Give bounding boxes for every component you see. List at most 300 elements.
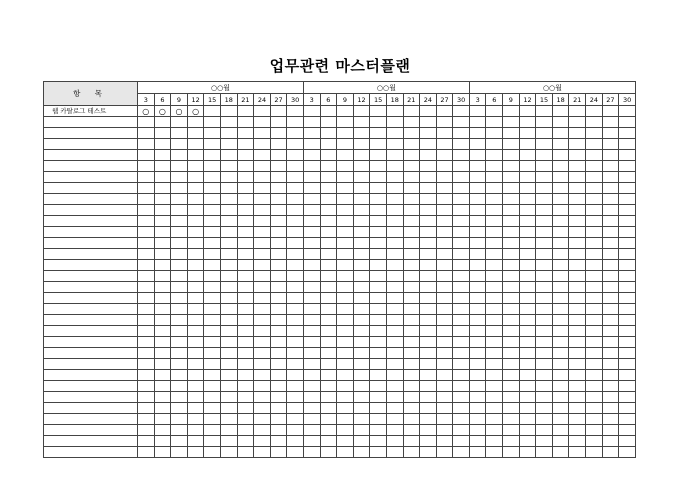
schedule-cell[interactable] — [187, 436, 204, 447]
schedule-cell[interactable] — [619, 205, 636, 216]
schedule-cell[interactable] — [171, 436, 188, 447]
schedule-cell[interactable] — [171, 128, 188, 139]
schedule-cell[interactable] — [586, 359, 603, 370]
schedule-cell[interactable] — [602, 447, 619, 458]
schedule-cell[interactable] — [486, 392, 503, 403]
schedule-cell[interactable] — [486, 436, 503, 447]
schedule-cell[interactable] — [171, 293, 188, 304]
schedule-cell[interactable] — [619, 249, 636, 260]
schedule-cell[interactable] — [469, 337, 486, 348]
schedule-cell[interactable] — [436, 139, 453, 150]
schedule-cell[interactable] — [386, 304, 403, 315]
schedule-cell[interactable] — [436, 326, 453, 337]
schedule-cell[interactable] — [270, 194, 287, 205]
schedule-cell[interactable] — [171, 216, 188, 227]
schedule-cell[interactable] — [353, 205, 370, 216]
schedule-cell[interactable] — [436, 392, 453, 403]
schedule-cell[interactable] — [171, 282, 188, 293]
schedule-cell[interactable] — [237, 161, 254, 172]
schedule-cell[interactable] — [138, 403, 155, 414]
schedule-cell[interactable] — [320, 337, 337, 348]
schedule-cell[interactable] — [386, 150, 403, 161]
schedule-cell[interactable] — [569, 271, 586, 282]
schedule-cell[interactable] — [536, 403, 553, 414]
schedule-cell[interactable] — [586, 205, 603, 216]
schedule-cell[interactable] — [303, 271, 320, 282]
schedule-cell[interactable] — [403, 304, 420, 315]
schedule-cell[interactable] — [436, 282, 453, 293]
schedule-cell[interactable] — [503, 106, 520, 117]
schedule-cell[interactable] — [569, 392, 586, 403]
schedule-cell[interactable] — [204, 315, 221, 326]
schedule-cell[interactable] — [220, 106, 237, 117]
schedule-cell[interactable] — [420, 260, 437, 271]
schedule-cell[interactable] — [204, 117, 221, 128]
schedule-cell[interactable] — [469, 183, 486, 194]
schedule-cell[interactable] — [569, 106, 586, 117]
schedule-cell[interactable] — [270, 403, 287, 414]
schedule-cell[interactable] — [602, 106, 619, 117]
schedule-cell[interactable] — [420, 238, 437, 249]
schedule-cell[interactable] — [320, 436, 337, 447]
schedule-cell[interactable] — [320, 315, 337, 326]
schedule-cell[interactable] — [187, 414, 204, 425]
schedule-cell[interactable] — [337, 403, 354, 414]
schedule-cell[interactable] — [436, 128, 453, 139]
schedule-cell[interactable] — [503, 403, 520, 414]
schedule-cell[interactable] — [619, 260, 636, 271]
schedule-cell[interactable] — [503, 194, 520, 205]
schedule-cell[interactable] — [187, 238, 204, 249]
schedule-cell[interactable] — [486, 315, 503, 326]
schedule-cell[interactable] — [552, 282, 569, 293]
schedule-cell[interactable] — [619, 392, 636, 403]
schedule-cell[interactable] — [536, 172, 553, 183]
schedule-cell[interactable] — [254, 326, 271, 337]
schedule-cell[interactable] — [270, 326, 287, 337]
item-cell[interactable] — [44, 238, 138, 249]
schedule-cell[interactable] — [171, 172, 188, 183]
schedule-cell[interactable] — [403, 205, 420, 216]
schedule-cell[interactable] — [370, 249, 387, 260]
schedule-cell[interactable] — [569, 117, 586, 128]
schedule-cell[interactable] — [270, 106, 287, 117]
schedule-cell[interactable] — [536, 348, 553, 359]
schedule-cell[interactable] — [602, 238, 619, 249]
schedule-cell[interactable] — [287, 139, 304, 150]
schedule-cell[interactable] — [287, 150, 304, 161]
schedule-cell[interactable] — [303, 392, 320, 403]
schedule-cell[interactable] — [586, 194, 603, 205]
schedule-cell[interactable] — [486, 139, 503, 150]
schedule-cell[interactable] — [154, 293, 171, 304]
schedule-cell[interactable] — [519, 337, 536, 348]
schedule-cell[interactable] — [586, 447, 603, 458]
schedule-cell[interactable] — [586, 260, 603, 271]
schedule-cell[interactable] — [187, 315, 204, 326]
schedule-cell[interactable] — [138, 227, 155, 238]
schedule-cell[interactable] — [486, 326, 503, 337]
schedule-cell[interactable] — [303, 238, 320, 249]
item-cell[interactable] — [44, 348, 138, 359]
schedule-cell[interactable] — [353, 161, 370, 172]
schedule-cell[interactable] — [237, 326, 254, 337]
schedule-cell[interactable] — [254, 227, 271, 238]
schedule-cell[interactable] — [602, 205, 619, 216]
schedule-cell[interactable] — [270, 172, 287, 183]
schedule-cell[interactable] — [154, 414, 171, 425]
schedule-cell[interactable] — [138, 293, 155, 304]
schedule-cell[interactable] — [619, 282, 636, 293]
item-cell[interactable] — [44, 183, 138, 194]
schedule-cell[interactable] — [420, 205, 437, 216]
schedule-cell[interactable] — [303, 194, 320, 205]
schedule-cell[interactable] — [154, 249, 171, 260]
schedule-cell[interactable] — [270, 271, 287, 282]
schedule-cell[interactable] — [303, 315, 320, 326]
schedule-cell[interactable] — [469, 260, 486, 271]
schedule-cell[interactable] — [204, 348, 221, 359]
schedule-cell[interactable] — [602, 414, 619, 425]
schedule-cell[interactable] — [519, 381, 536, 392]
schedule-cell[interactable] — [154, 216, 171, 227]
schedule-cell[interactable] — [486, 205, 503, 216]
schedule-cell[interactable] — [370, 425, 387, 436]
schedule-cell[interactable] — [204, 194, 221, 205]
schedule-cell[interactable] — [237, 227, 254, 238]
schedule-cell[interactable] — [187, 370, 204, 381]
schedule-cell[interactable] — [154, 271, 171, 282]
schedule-cell[interactable] — [138, 304, 155, 315]
schedule-cell[interactable] — [138, 282, 155, 293]
schedule-cell[interactable] — [270, 117, 287, 128]
schedule-cell[interactable] — [353, 348, 370, 359]
schedule-cell[interactable] — [403, 447, 420, 458]
schedule-cell[interactable] — [303, 249, 320, 260]
schedule-cell[interactable] — [287, 293, 304, 304]
schedule-cell[interactable] — [138, 381, 155, 392]
item-cell[interactable] — [44, 139, 138, 150]
schedule-cell[interactable] — [403, 414, 420, 425]
schedule-cell[interactable] — [138, 238, 155, 249]
schedule-cell[interactable] — [270, 183, 287, 194]
schedule-cell[interactable] — [436, 425, 453, 436]
schedule-cell[interactable] — [552, 249, 569, 260]
schedule-cell[interactable] — [602, 249, 619, 260]
schedule-cell[interactable] — [204, 282, 221, 293]
schedule-cell[interactable] — [187, 392, 204, 403]
schedule-cell[interactable] — [303, 425, 320, 436]
schedule-cell[interactable] — [237, 260, 254, 271]
schedule-cell[interactable] — [220, 282, 237, 293]
schedule-cell[interactable] — [287, 392, 304, 403]
schedule-cell[interactable] — [453, 205, 470, 216]
schedule-cell[interactable] — [486, 227, 503, 238]
schedule-cell[interactable] — [469, 370, 486, 381]
schedule-cell[interactable] — [386, 315, 403, 326]
schedule-cell[interactable] — [469, 139, 486, 150]
schedule-cell[interactable] — [270, 381, 287, 392]
schedule-cell[interactable] — [220, 227, 237, 238]
schedule-cell[interactable] — [453, 117, 470, 128]
schedule-cell[interactable] — [187, 381, 204, 392]
schedule-cell[interactable] — [303, 128, 320, 139]
schedule-cell[interactable] — [337, 370, 354, 381]
schedule-cell[interactable]: ○ — [187, 106, 204, 117]
schedule-cell[interactable] — [569, 216, 586, 227]
schedule-cell[interactable] — [370, 447, 387, 458]
schedule-cell[interactable] — [552, 183, 569, 194]
schedule-cell[interactable] — [519, 403, 536, 414]
schedule-cell[interactable] — [270, 414, 287, 425]
schedule-cell[interactable] — [370, 392, 387, 403]
schedule-cell[interactable] — [519, 205, 536, 216]
schedule-cell[interactable] — [254, 392, 271, 403]
schedule-cell[interactable] — [237, 117, 254, 128]
schedule-cell[interactable] — [337, 282, 354, 293]
schedule-cell[interactable] — [171, 337, 188, 348]
schedule-cell[interactable] — [403, 117, 420, 128]
schedule-cell[interactable] — [254, 139, 271, 150]
schedule-cell[interactable] — [171, 315, 188, 326]
schedule-cell[interactable] — [519, 282, 536, 293]
schedule-cell[interactable] — [536, 436, 553, 447]
schedule-cell[interactable] — [237, 315, 254, 326]
schedule-cell[interactable] — [436, 370, 453, 381]
schedule-cell[interactable] — [154, 161, 171, 172]
schedule-cell[interactable] — [154, 315, 171, 326]
schedule-cell[interactable] — [403, 282, 420, 293]
schedule-cell[interactable] — [187, 271, 204, 282]
schedule-cell[interactable] — [453, 282, 470, 293]
schedule-cell[interactable] — [171, 271, 188, 282]
schedule-cell[interactable] — [619, 227, 636, 238]
schedule-cell[interactable] — [320, 194, 337, 205]
schedule-cell[interactable] — [204, 205, 221, 216]
schedule-cell[interactable] — [270, 150, 287, 161]
schedule-cell[interactable] — [453, 249, 470, 260]
schedule-cell[interactable] — [220, 414, 237, 425]
schedule-cell[interactable] — [386, 117, 403, 128]
schedule-cell[interactable] — [536, 117, 553, 128]
schedule-cell[interactable] — [386, 447, 403, 458]
schedule-cell[interactable] — [337, 414, 354, 425]
schedule-cell[interactable] — [187, 161, 204, 172]
schedule-cell[interactable] — [486, 337, 503, 348]
schedule-cell[interactable] — [586, 414, 603, 425]
schedule-cell[interactable] — [420, 271, 437, 282]
schedule-cell[interactable] — [220, 172, 237, 183]
schedule-cell[interactable] — [171, 414, 188, 425]
schedule-cell[interactable] — [503, 216, 520, 227]
schedule-cell[interactable] — [586, 392, 603, 403]
schedule-cell[interactable] — [569, 425, 586, 436]
schedule-cell[interactable] — [187, 304, 204, 315]
schedule-cell[interactable] — [353, 370, 370, 381]
schedule-cell[interactable] — [586, 238, 603, 249]
schedule-cell[interactable] — [320, 414, 337, 425]
item-cell[interactable] — [44, 128, 138, 139]
schedule-cell[interactable] — [337, 227, 354, 238]
schedule-cell[interactable] — [187, 227, 204, 238]
schedule-cell[interactable] — [436, 238, 453, 249]
schedule-cell[interactable] — [237, 128, 254, 139]
schedule-cell[interactable] — [486, 117, 503, 128]
schedule-cell[interactable] — [204, 106, 221, 117]
schedule-cell[interactable] — [138, 128, 155, 139]
schedule-cell[interactable] — [602, 403, 619, 414]
schedule-cell[interactable] — [287, 260, 304, 271]
schedule-cell[interactable] — [436, 436, 453, 447]
schedule-cell[interactable] — [303, 414, 320, 425]
schedule-cell[interactable] — [536, 194, 553, 205]
schedule-cell[interactable] — [552, 403, 569, 414]
schedule-cell[interactable] — [420, 436, 437, 447]
schedule-cell[interactable] — [337, 447, 354, 458]
item-cell[interactable] — [44, 414, 138, 425]
schedule-cell[interactable] — [486, 172, 503, 183]
schedule-cell[interactable] — [337, 326, 354, 337]
schedule-cell[interactable] — [204, 150, 221, 161]
schedule-cell[interactable] — [552, 293, 569, 304]
schedule-cell[interactable] — [469, 117, 486, 128]
schedule-cell[interactable] — [303, 403, 320, 414]
schedule-cell[interactable] — [254, 282, 271, 293]
schedule-cell[interactable] — [619, 117, 636, 128]
schedule-cell[interactable] — [486, 381, 503, 392]
schedule-cell[interactable] — [569, 128, 586, 139]
schedule-cell[interactable] — [287, 205, 304, 216]
schedule-cell[interactable] — [486, 359, 503, 370]
schedule-cell[interactable] — [270, 139, 287, 150]
schedule-cell[interactable] — [386, 293, 403, 304]
schedule-cell[interactable] — [486, 238, 503, 249]
schedule-cell[interactable] — [270, 348, 287, 359]
schedule-cell[interactable] — [519, 447, 536, 458]
schedule-cell[interactable] — [138, 414, 155, 425]
schedule-cell[interactable] — [370, 205, 387, 216]
schedule-cell[interactable] — [569, 238, 586, 249]
schedule-cell[interactable] — [552, 117, 569, 128]
schedule-cell[interactable] — [370, 128, 387, 139]
schedule-cell[interactable] — [287, 381, 304, 392]
schedule-cell[interactable] — [569, 436, 586, 447]
schedule-cell[interactable] — [569, 414, 586, 425]
schedule-cell[interactable] — [503, 183, 520, 194]
schedule-cell[interactable] — [453, 194, 470, 205]
schedule-cell[interactable] — [154, 117, 171, 128]
schedule-cell[interactable] — [503, 282, 520, 293]
schedule-cell[interactable] — [254, 315, 271, 326]
schedule-cell[interactable] — [619, 271, 636, 282]
schedule-cell[interactable] — [469, 249, 486, 260]
schedule-cell[interactable] — [337, 271, 354, 282]
schedule-cell[interactable] — [453, 260, 470, 271]
schedule-cell[interactable] — [569, 161, 586, 172]
schedule-cell[interactable] — [187, 128, 204, 139]
schedule-cell[interactable] — [171, 117, 188, 128]
schedule-cell[interactable] — [171, 304, 188, 315]
item-cell[interactable] — [44, 194, 138, 205]
schedule-cell[interactable] — [503, 260, 520, 271]
schedule-cell[interactable] — [220, 216, 237, 227]
schedule-cell[interactable] — [503, 271, 520, 282]
schedule-cell[interactable] — [220, 260, 237, 271]
schedule-cell[interactable] — [237, 106, 254, 117]
schedule-cell[interactable] — [386, 370, 403, 381]
schedule-cell[interactable] — [602, 425, 619, 436]
schedule-cell[interactable] — [503, 326, 520, 337]
schedule-cell[interactable] — [337, 172, 354, 183]
schedule-cell[interactable] — [469, 326, 486, 337]
schedule-cell[interactable] — [420, 348, 437, 359]
schedule-cell[interactable] — [220, 381, 237, 392]
schedule-cell[interactable] — [453, 425, 470, 436]
schedule-cell[interactable] — [403, 403, 420, 414]
schedule-cell[interactable] — [320, 260, 337, 271]
schedule-cell[interactable] — [536, 249, 553, 260]
schedule-cell[interactable] — [586, 381, 603, 392]
schedule-cell[interactable] — [220, 117, 237, 128]
schedule-cell[interactable] — [303, 161, 320, 172]
schedule-cell[interactable] — [320, 216, 337, 227]
schedule-cell[interactable] — [303, 205, 320, 216]
schedule-cell[interactable] — [370, 117, 387, 128]
schedule-cell[interactable] — [536, 282, 553, 293]
schedule-cell[interactable] — [569, 150, 586, 161]
schedule-cell[interactable] — [386, 436, 403, 447]
schedule-cell[interactable] — [403, 139, 420, 150]
schedule-cell[interactable] — [154, 348, 171, 359]
schedule-cell[interactable] — [386, 106, 403, 117]
schedule-cell[interactable] — [337, 436, 354, 447]
schedule-cell[interactable] — [619, 436, 636, 447]
schedule-cell[interactable] — [353, 227, 370, 238]
schedule-cell[interactable] — [453, 150, 470, 161]
schedule-cell[interactable] — [187, 260, 204, 271]
schedule-cell[interactable] — [536, 337, 553, 348]
schedule-cell[interactable] — [552, 150, 569, 161]
schedule-cell[interactable] — [270, 205, 287, 216]
schedule-cell[interactable] — [204, 227, 221, 238]
schedule-cell[interactable] — [503, 249, 520, 260]
schedule-cell[interactable] — [154, 304, 171, 315]
schedule-cell[interactable] — [237, 194, 254, 205]
schedule-cell[interactable] — [138, 183, 155, 194]
schedule-cell[interactable] — [337, 304, 354, 315]
schedule-cell[interactable] — [187, 337, 204, 348]
schedule-cell[interactable] — [187, 293, 204, 304]
schedule-cell[interactable] — [436, 249, 453, 260]
schedule-cell[interactable] — [220, 293, 237, 304]
schedule-cell[interactable] — [519, 238, 536, 249]
schedule-cell[interactable] — [469, 172, 486, 183]
schedule-cell[interactable] — [519, 117, 536, 128]
schedule-cell[interactable] — [187, 348, 204, 359]
schedule-cell[interactable] — [204, 337, 221, 348]
schedule-cell[interactable] — [287, 425, 304, 436]
schedule-cell[interactable] — [320, 370, 337, 381]
schedule-cell[interactable] — [519, 271, 536, 282]
schedule-cell[interactable] — [370, 227, 387, 238]
schedule-cell[interactable] — [204, 381, 221, 392]
schedule-cell[interactable] — [237, 348, 254, 359]
schedule-cell[interactable] — [436, 414, 453, 425]
schedule-cell[interactable] — [386, 183, 403, 194]
schedule-cell[interactable] — [453, 392, 470, 403]
schedule-cell[interactable] — [420, 326, 437, 337]
schedule-cell[interactable] — [353, 392, 370, 403]
